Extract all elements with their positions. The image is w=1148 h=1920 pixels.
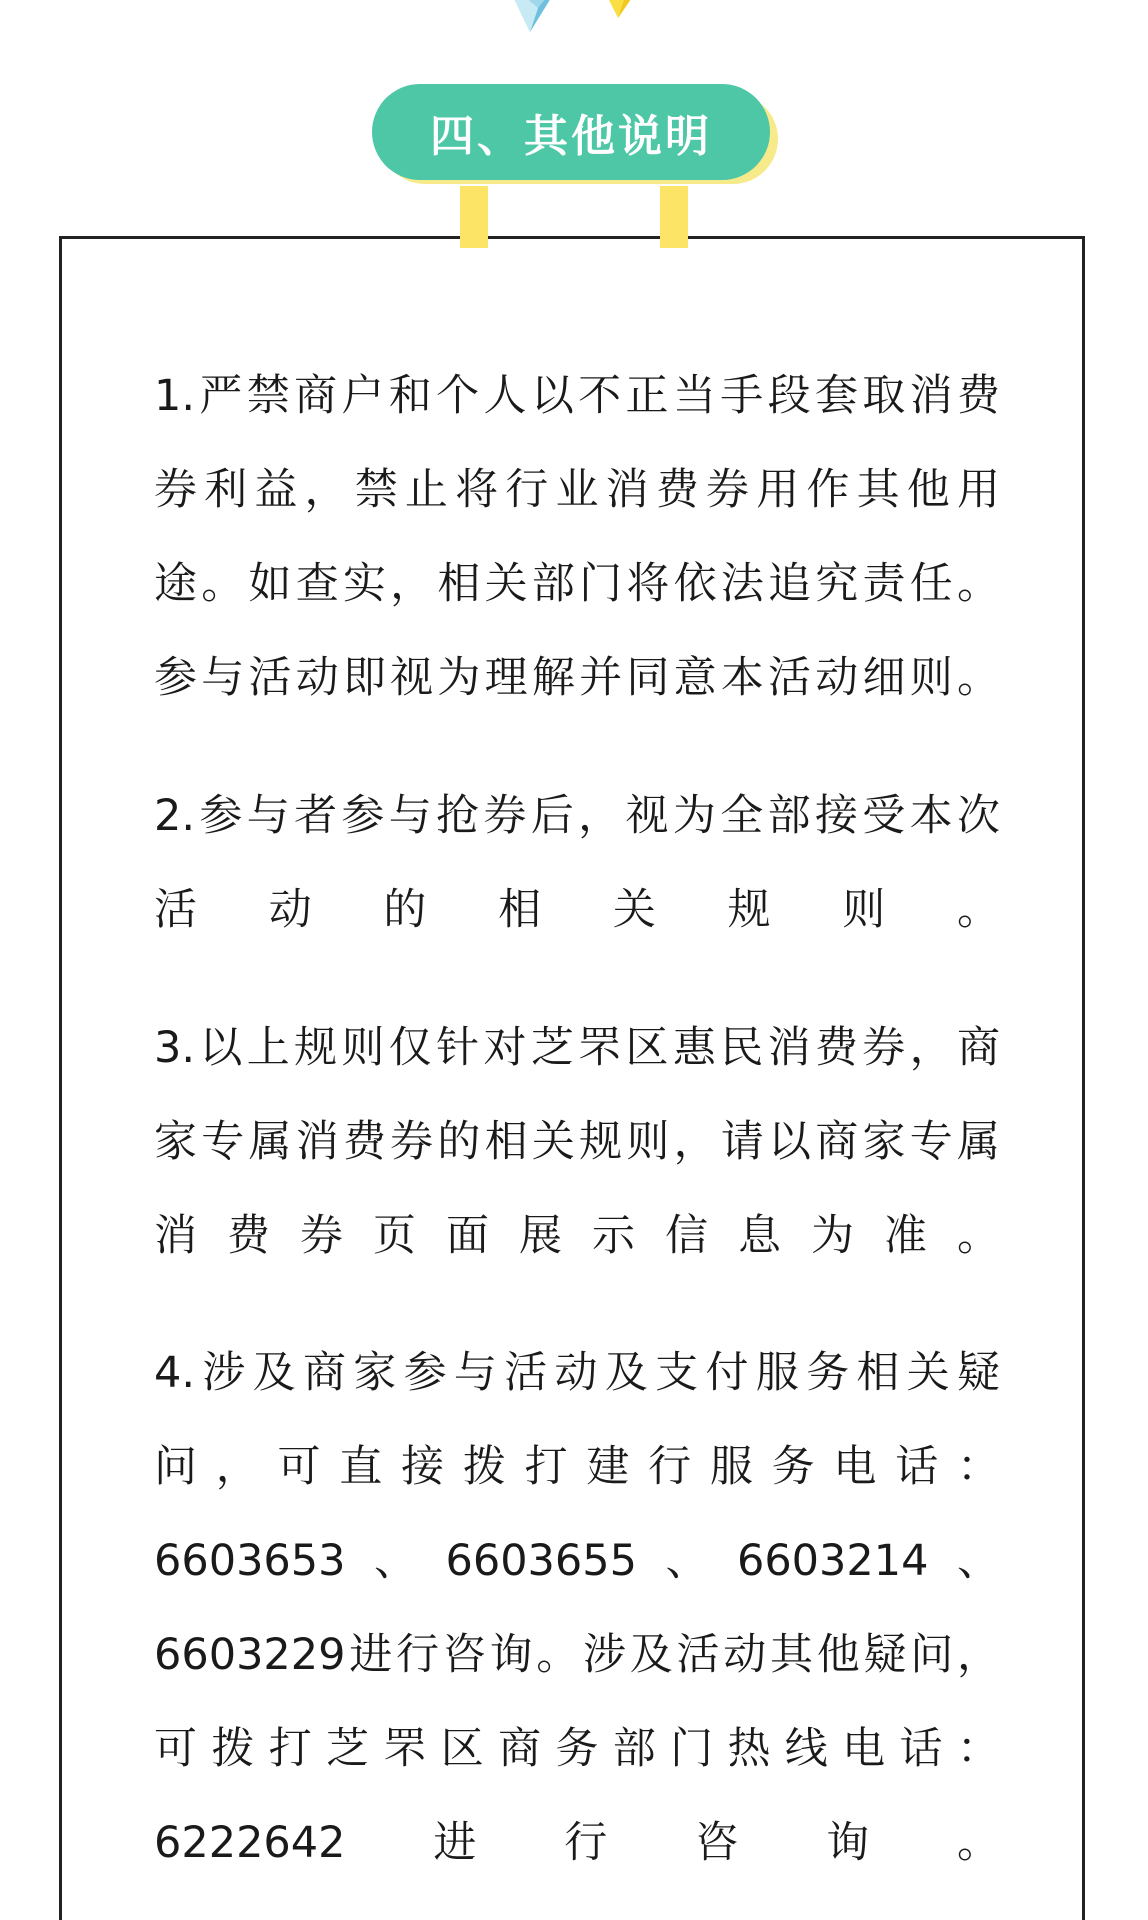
rule-line: 参与活动即视为理解并同意本活动细则。 xyxy=(154,653,1000,703)
rule-token: 芝 xyxy=(326,1724,370,1774)
header-post-left xyxy=(460,186,488,248)
rule-line-spaced xyxy=(154,1420,1000,1514)
rule-token: 接 xyxy=(401,1442,445,1492)
rule-token: 6603655 xyxy=(445,1536,637,1586)
rule-token: 打 xyxy=(524,1442,568,1492)
rule-token: 拨 xyxy=(462,1442,506,1492)
rule-token: 问 xyxy=(154,1442,197,1492)
rule-token: 6603653 xyxy=(154,1536,346,1586)
rule-token: 热 xyxy=(727,1724,771,1774)
rule-line: 家专属消费券的相关规则，请以商家专属 xyxy=(154,1117,1000,1167)
rule-line-spaced xyxy=(154,1702,1000,1796)
rules-box xyxy=(59,236,1085,1920)
rule-token: 商 xyxy=(498,1724,542,1774)
rule-token: 电 xyxy=(842,1724,886,1774)
rule-line: 6603229进行咨询。涉及活动其他疑问， xyxy=(154,1630,1000,1680)
rule-token: 、 xyxy=(374,1536,417,1586)
rule-token: 可 xyxy=(277,1442,321,1492)
rule-paragraph-4 xyxy=(154,1326,1000,1890)
rule-token: 区 xyxy=(440,1724,484,1774)
section-header xyxy=(372,84,780,190)
rule-token: 务 xyxy=(555,1724,599,1774)
rule-token: 线 xyxy=(784,1724,828,1774)
rule-token: 打 xyxy=(268,1724,312,1774)
rule-token: ： xyxy=(956,1724,1000,1774)
header-pill xyxy=(372,84,770,180)
rule-token: 6603214 xyxy=(736,1536,929,1586)
rule-token: 门 xyxy=(670,1724,714,1774)
rule-token: 拨 xyxy=(211,1724,255,1774)
rule-paragraph-1 xyxy=(154,349,1000,725)
rule-line-phones xyxy=(154,1514,1000,1608)
rule-paragraph-3 xyxy=(154,1001,1000,1283)
rule-line: 1.严禁商户和个人以不正当手段套取消费 xyxy=(154,371,1000,421)
rule-token: 务 xyxy=(771,1442,815,1492)
rule-token: 、 xyxy=(665,1536,709,1586)
rule-token: 行 xyxy=(648,1442,692,1492)
rule-token: 电 xyxy=(833,1442,877,1492)
rule-token: 、 xyxy=(956,1536,1000,1586)
rule-line: 6222642进行咨询。 xyxy=(154,1818,1000,1868)
rule-line: 消费券页面展示信息为准。 xyxy=(154,1211,1000,1261)
paper-plane-yellow-icon xyxy=(598,0,646,20)
rule-token: ： xyxy=(956,1442,1000,1492)
rule-paragraph-2 xyxy=(154,769,1000,957)
rule-token: 话 xyxy=(895,1442,939,1492)
rule-line: 券利益，禁止将行业消费券用作其他用 xyxy=(154,465,1000,515)
rule-token: 话 xyxy=(899,1724,943,1774)
rule-token: 部 xyxy=(612,1724,656,1774)
rule-token: 建 xyxy=(586,1442,630,1492)
rule-line: 2.参与者参与抢券后，视为全部接受本次 xyxy=(154,791,1000,841)
rule-line: 活动的相关规则。 xyxy=(154,885,1000,935)
paper-plane-blue-icon xyxy=(500,0,570,40)
rule-line: 途。如查实，相关部门将依法追究责任。 xyxy=(154,559,1000,609)
rule-token: 直 xyxy=(339,1442,383,1492)
rule-token: 可 xyxy=(154,1724,197,1774)
rule-token: 罘 xyxy=(383,1724,427,1774)
rule-line: 4.涉及商家参与活动及支付服务相关疑 xyxy=(154,1348,1000,1398)
rule-token: ， xyxy=(215,1442,259,1492)
rule-line: 3.以上规则仅针对芝罘区惠民消费券，商 xyxy=(154,1023,1000,1073)
header-post-right xyxy=(660,186,688,248)
rule-token: 服 xyxy=(709,1442,753,1492)
page-title: 四、其他说明 xyxy=(430,111,712,162)
